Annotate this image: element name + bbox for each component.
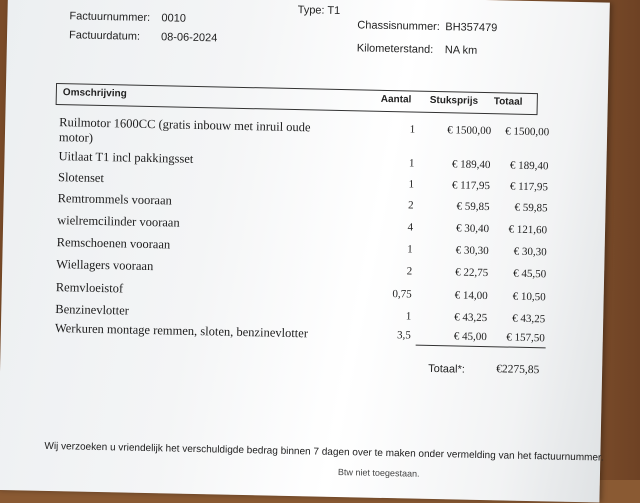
invoice-date: 08-06-2024 <box>160 31 218 45</box>
row-total: € 121,60 <box>508 223 548 237</box>
row-description: Werkuren montage remmen, sloten, benzinevlotter <box>54 321 309 341</box>
row-quantity: 1 <box>408 157 415 170</box>
column-header-total: Totaal <box>493 96 523 108</box>
column-header-unit-price: Stuksprijs <box>429 94 479 107</box>
row-total: € 43,25 <box>512 312 546 326</box>
row-unit-price: € 1500,00 <box>447 124 492 138</box>
row-description: Uitlaat T1 incl pakkingsset <box>58 149 194 166</box>
row-unit-price: € 59,85 <box>456 200 490 214</box>
row-unit-price: € 45,00 <box>453 330 487 344</box>
table-row <box>5 114 605 149</box>
invoice-number: 0010 <box>161 12 187 25</box>
row-description: Wiellagers vooraan <box>56 257 154 274</box>
row-quantity: 2 <box>406 265 413 278</box>
row-unit-price: € 22,75 <box>455 266 489 280</box>
row-total: € 10,50 <box>512 290 546 304</box>
row-unit-price: € 43,25 <box>454 311 488 325</box>
row-total: € 45,50 <box>513 267 547 281</box>
row-quantity: 3,5 <box>396 329 411 342</box>
payment-instruction: Wij verzoeken u vriendelijk het verschuldigde bedrag binnen 7 dagen over te maken onder vermelding van het factuurnummer. <box>44 440 604 464</box>
chassis-number: BH357479 <box>445 21 498 35</box>
row-quantity: 1 <box>407 243 413 256</box>
total-label: Totaal*: <box>428 362 465 376</box>
row-description: Benzinevlotter <box>55 302 130 318</box>
row-total: € 157,50 <box>506 331 545 345</box>
row-description: Remvloeistof <box>55 280 124 296</box>
row-unit-price: € 30,40 <box>455 222 490 236</box>
type-label: Type: T1 <box>297 4 341 17</box>
row-unit-price: € 117,95 <box>451 179 491 193</box>
row-quantity: 1 <box>408 178 415 191</box>
row-total: € 59,85 <box>514 201 548 215</box>
row-quantity: 1 <box>409 123 416 136</box>
row-description: Ruilmotor 1600CC (gratis inbouw met inruil oude motor) <box>58 115 311 145</box>
row-quantity: 1 <box>405 310 412 323</box>
row-unit-price: € 30,30 <box>455 244 489 258</box>
row-description: Remtrommels vooraan <box>57 191 172 208</box>
column-header-description: Omschrijving <box>62 87 127 100</box>
invoice-number-label: Factuurnummer: <box>69 10 151 24</box>
row-quantity: 0,75 <box>392 288 412 301</box>
table-header <box>56 83 538 115</box>
mileage-label: Kilometerstand: <box>356 42 434 56</box>
column-header-quantity: Aantal <box>380 93 412 106</box>
row-unit-price: € 14,00 <box>454 289 488 303</box>
row-description: Slotenset <box>57 170 105 186</box>
vat-note: Btw niet toegestaan. <box>337 467 420 479</box>
chassis-label: Chassisnummer: <box>357 19 440 34</box>
row-quantity: 4 <box>407 221 414 234</box>
row-total: € 1500,00 <box>505 125 550 139</box>
total-value: €2275,85 <box>496 363 540 377</box>
row-unit-price: € 189,40 <box>451 158 491 172</box>
row-description: wielremcilinder vooraan <box>57 213 180 230</box>
row-total: € 117,95 <box>509 180 549 194</box>
row-quantity: 2 <box>407 199 414 212</box>
mileage-value: NA km <box>444 44 478 57</box>
row-description: Remschoenen vooraan <box>56 235 171 252</box>
row-total: € 189,40 <box>509 159 549 173</box>
invoice-date-label: Factuurdatum: <box>68 29 141 43</box>
row-total: € 30,30 <box>513 245 547 259</box>
